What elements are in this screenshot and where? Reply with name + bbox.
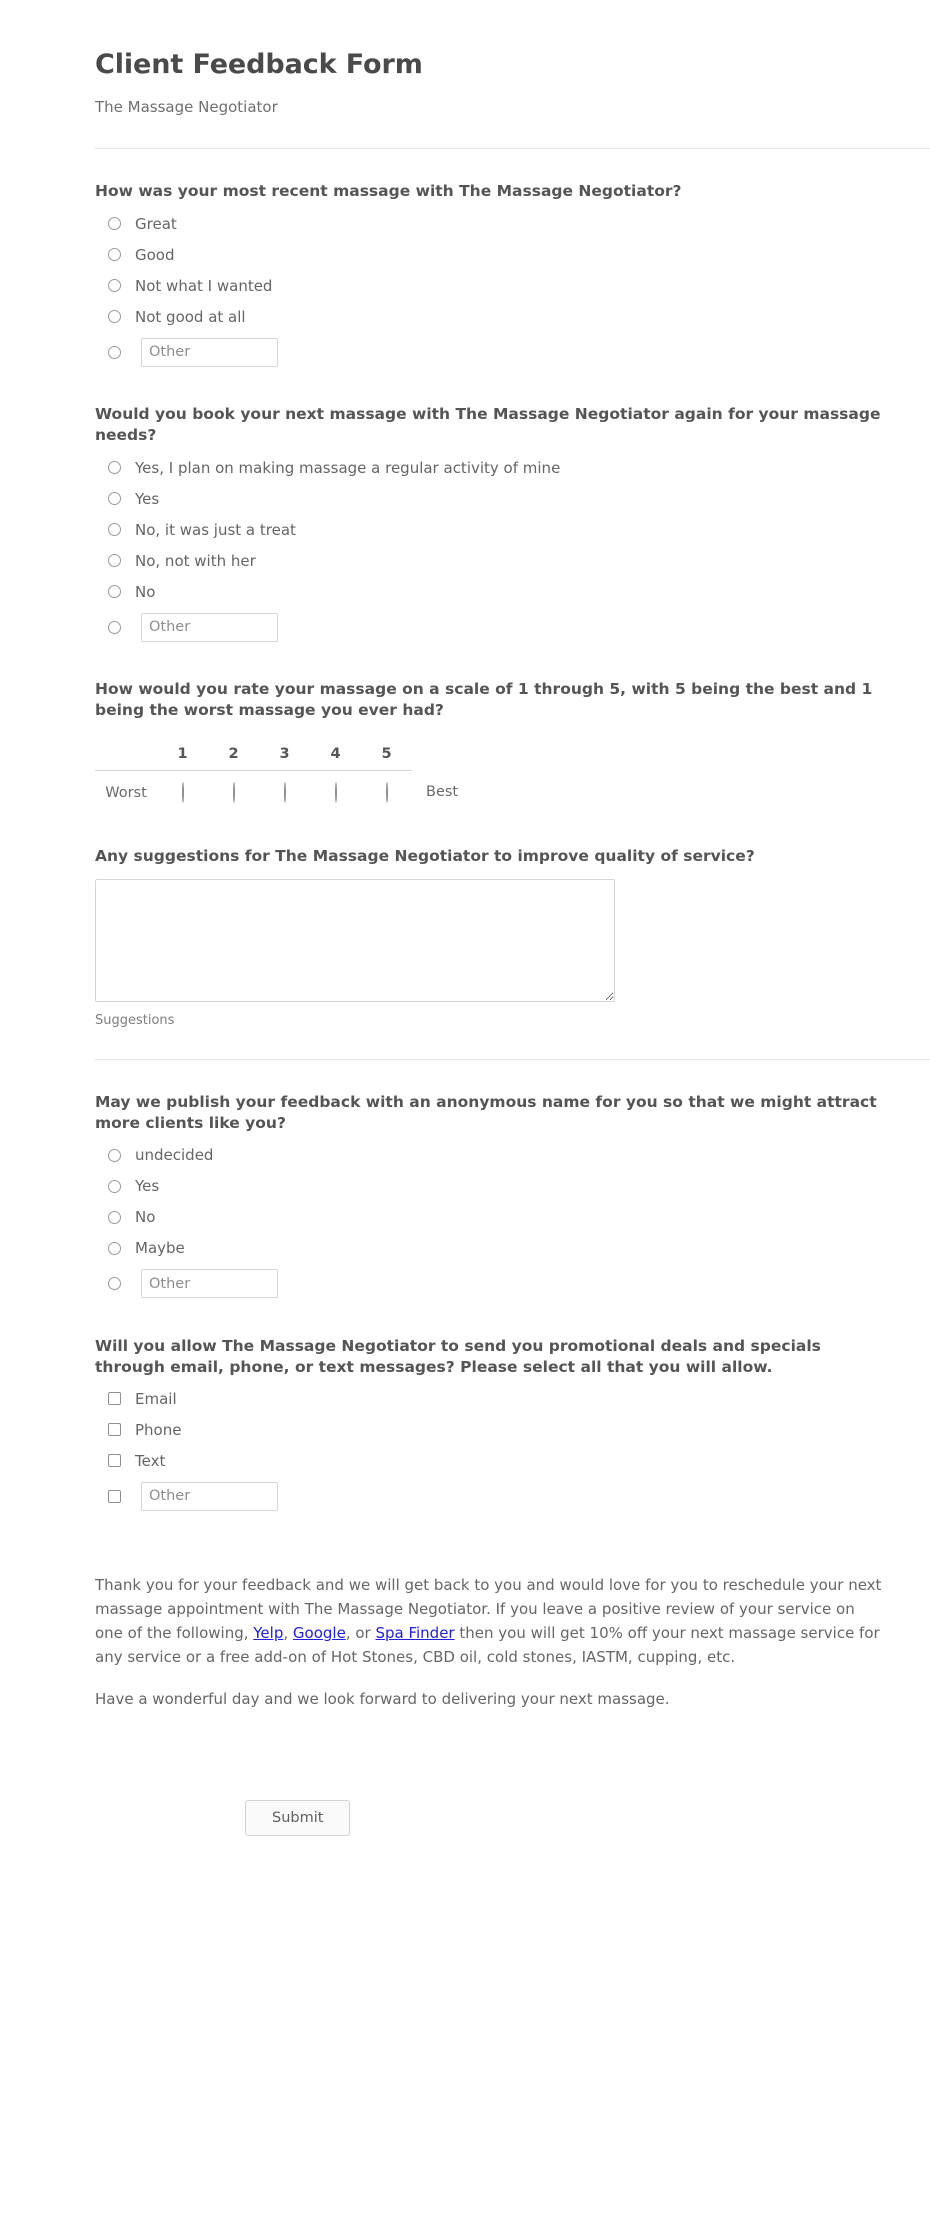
suggestions-textarea[interactable]	[95, 879, 615, 1002]
option-label: Yes	[135, 1177, 160, 1196]
form-header	[95, 0, 885, 117]
closing-paragraph-2: Have a wonderful day and we look forward to delivering your next massage.	[95, 1690, 670, 1709]
radio-option[interactable]	[95, 576, 885, 607]
radio-option[interactable]	[95, 452, 885, 483]
radio-option[interactable]	[95, 270, 885, 301]
submit-button[interactable]: Submit	[245, 1800, 350, 1836]
question-block-2	[95, 372, 885, 647]
radio-icon[interactable]	[108, 461, 121, 474]
rating-radio-cell[interactable]	[157, 771, 208, 814]
checkbox-icon[interactable]	[108, 1454, 121, 1467]
rating-header-row	[95, 737, 466, 771]
radio-icon[interactable]	[108, 523, 121, 536]
closing-separator-2: , or	[345, 1623, 376, 1642]
radio-option-other[interactable]	[95, 607, 885, 647]
bottom-spacer	[95, 1836, 885, 1906]
other-input[interactable]	[141, 1269, 278, 1298]
question-5-options	[95, 1140, 885, 1304]
question-2-title: Would you book your next massage with The Massage Negotiator again for your massage needs?	[95, 405, 881, 445]
closing-separator-1: ,	[283, 1623, 293, 1642]
question-1-title: How was your most recent massage with The Massage Negotiator?	[95, 182, 682, 201]
other-input[interactable]	[141, 1482, 278, 1511]
google-link[interactable]: Google	[292, 1623, 346, 1642]
radio-option[interactable]	[95, 1140, 885, 1171]
checkbox-option[interactable]	[95, 1445, 885, 1476]
other-input[interactable]	[141, 338, 278, 367]
radio-option[interactable]	[95, 545, 885, 576]
option-label: Text	[135, 1451, 166, 1470]
option-label: Phone	[135, 1420, 182, 1439]
option-label: Yes	[135, 489, 160, 508]
option-label: Not good at all	[135, 307, 246, 326]
rating-radio-cell[interactable]	[310, 771, 361, 814]
radio-option[interactable]	[95, 483, 885, 514]
question-block-4	[95, 814, 885, 1028]
checkbox-option[interactable]	[95, 1383, 885, 1414]
option-label: Email	[135, 1389, 177, 1408]
checkbox-icon[interactable]	[108, 1423, 121, 1436]
question-5-title: May we publish your feedback with an anonymous name for you so that we might attract more clients like you?	[95, 1092, 877, 1132]
radio-option[interactable]	[95, 208, 885, 239]
option-label: Yes, I plan on making massage a regular activity of mine	[135, 458, 561, 477]
question-block-1	[95, 149, 885, 372]
radio-icon[interactable]	[108, 310, 121, 323]
page-title: Client Feedback Form	[95, 49, 423, 80]
question-block-6	[95, 1304, 885, 1517]
option-label: No	[135, 582, 156, 601]
rating-table	[95, 737, 466, 814]
closing-text	[95, 1516, 885, 1711]
checkbox-icon[interactable]	[108, 1490, 121, 1503]
radio-icon[interactable]	[108, 279, 121, 292]
radio-option[interactable]	[95, 1171, 885, 1202]
radio-icon[interactable]	[335, 782, 337, 803]
radio-icon[interactable]	[108, 585, 121, 598]
radio-option-other[interactable]	[95, 1264, 885, 1304]
radio-icon[interactable]	[108, 554, 121, 567]
radio-icon[interactable]	[386, 782, 388, 803]
option-label: Great	[135, 214, 177, 233]
option-label: No, not with her	[135, 551, 256, 570]
radio-option[interactable]	[95, 514, 885, 545]
option-label: Good	[135, 245, 175, 264]
closing-paragraph-1	[95, 1574, 885, 1669]
question-2-options	[95, 452, 885, 647]
suggestions-caption: Suggestions	[95, 1012, 175, 1028]
question-1-options	[95, 208, 885, 372]
suggestions-field-wrap	[95, 879, 885, 1028]
rating-column-header: 5	[361, 737, 412, 771]
radio-option[interactable]	[95, 1202, 885, 1233]
rating-column-header: 1	[157, 737, 208, 771]
closing-text-part-2: then you will get 10% off your next massage service for any service or a free add-on of Hot Stones, CBD oil, cold stones, IASTM, cupping, etc.	[95, 1623, 880, 1666]
radio-icon[interactable]	[108, 621, 121, 634]
checkbox-option-other[interactable]	[95, 1476, 885, 1516]
radio-icon[interactable]	[182, 782, 184, 803]
radio-icon[interactable]	[108, 1149, 121, 1162]
rating-row	[95, 771, 466, 814]
rating-matrix	[95, 737, 885, 814]
radio-option[interactable]	[95, 239, 885, 270]
rating-end-cell	[412, 737, 466, 771]
radio-option-other[interactable]	[95, 332, 885, 372]
question-6-title: Will you allow The Massage Negotiator to send you promotional deals and specials through email, phone, or text messages? Please select all that you will allow.	[95, 1336, 821, 1376]
question-4-title: Any suggestions for The Massage Negotiator to improve quality of service?	[95, 846, 755, 865]
other-input[interactable]	[141, 613, 278, 642]
spa-finder-link[interactable]: Spa Finder	[375, 1623, 455, 1642]
rating-right-label: Best	[426, 784, 459, 801]
radio-icon[interactable]	[108, 492, 121, 505]
option-label: No, it was just a treat	[135, 520, 296, 539]
radio-icon[interactable]	[108, 1242, 121, 1255]
option-label: Maybe	[135, 1239, 185, 1258]
radio-icon[interactable]	[108, 248, 121, 261]
radio-option[interactable]	[95, 301, 885, 332]
rating-radio-cell[interactable]	[208, 771, 259, 814]
radio-icon[interactable]	[108, 1180, 121, 1193]
form-subtitle: The Massage Negotiator	[95, 97, 278, 116]
question-3-title: How would you rate your massage on a scale of 1 through 5, with 5 being the best and 1 being the worst massage you ever had?	[95, 680, 873, 719]
option-label: undecided	[135, 1146, 214, 1165]
option-label: Not what I wanted	[135, 276, 273, 295]
closing-text-part-1: Thank you for your feedback and we will get back to you and would love for you to reschedule your next massage appointment with The Massage Negotiator. If you leave a positive review of your service on one of the following,	[95, 1576, 882, 1642]
checkbox-option[interactable]	[95, 1414, 885, 1445]
radio-icon[interactable]	[108, 217, 121, 230]
radio-icon[interactable]	[108, 1211, 121, 1224]
option-label: No	[135, 1208, 156, 1227]
rating-radio-cell[interactable]	[259, 771, 310, 814]
rating-column-header: 3	[259, 737, 310, 771]
checkbox-icon[interactable]	[108, 1392, 121, 1405]
submit-row	[95, 1800, 885, 1836]
rating-left-label: Worst	[105, 784, 147, 801]
question-block-3	[95, 647, 885, 814]
radio-option[interactable]	[95, 1233, 885, 1264]
rating-corner-cell	[95, 737, 157, 771]
radio-icon[interactable]	[108, 346, 121, 359]
radio-icon[interactable]	[108, 1277, 121, 1290]
yelp-link[interactable]: Yelp	[253, 1623, 284, 1642]
rating-column-header: 2	[208, 737, 259, 771]
radio-icon[interactable]	[233, 782, 235, 803]
rating-radio-cell[interactable]	[361, 771, 412, 814]
question-6-options	[95, 1383, 885, 1516]
radio-icon[interactable]	[284, 782, 286, 803]
question-block-5	[95, 1060, 885, 1304]
rating-column-header: 4	[310, 737, 361, 771]
